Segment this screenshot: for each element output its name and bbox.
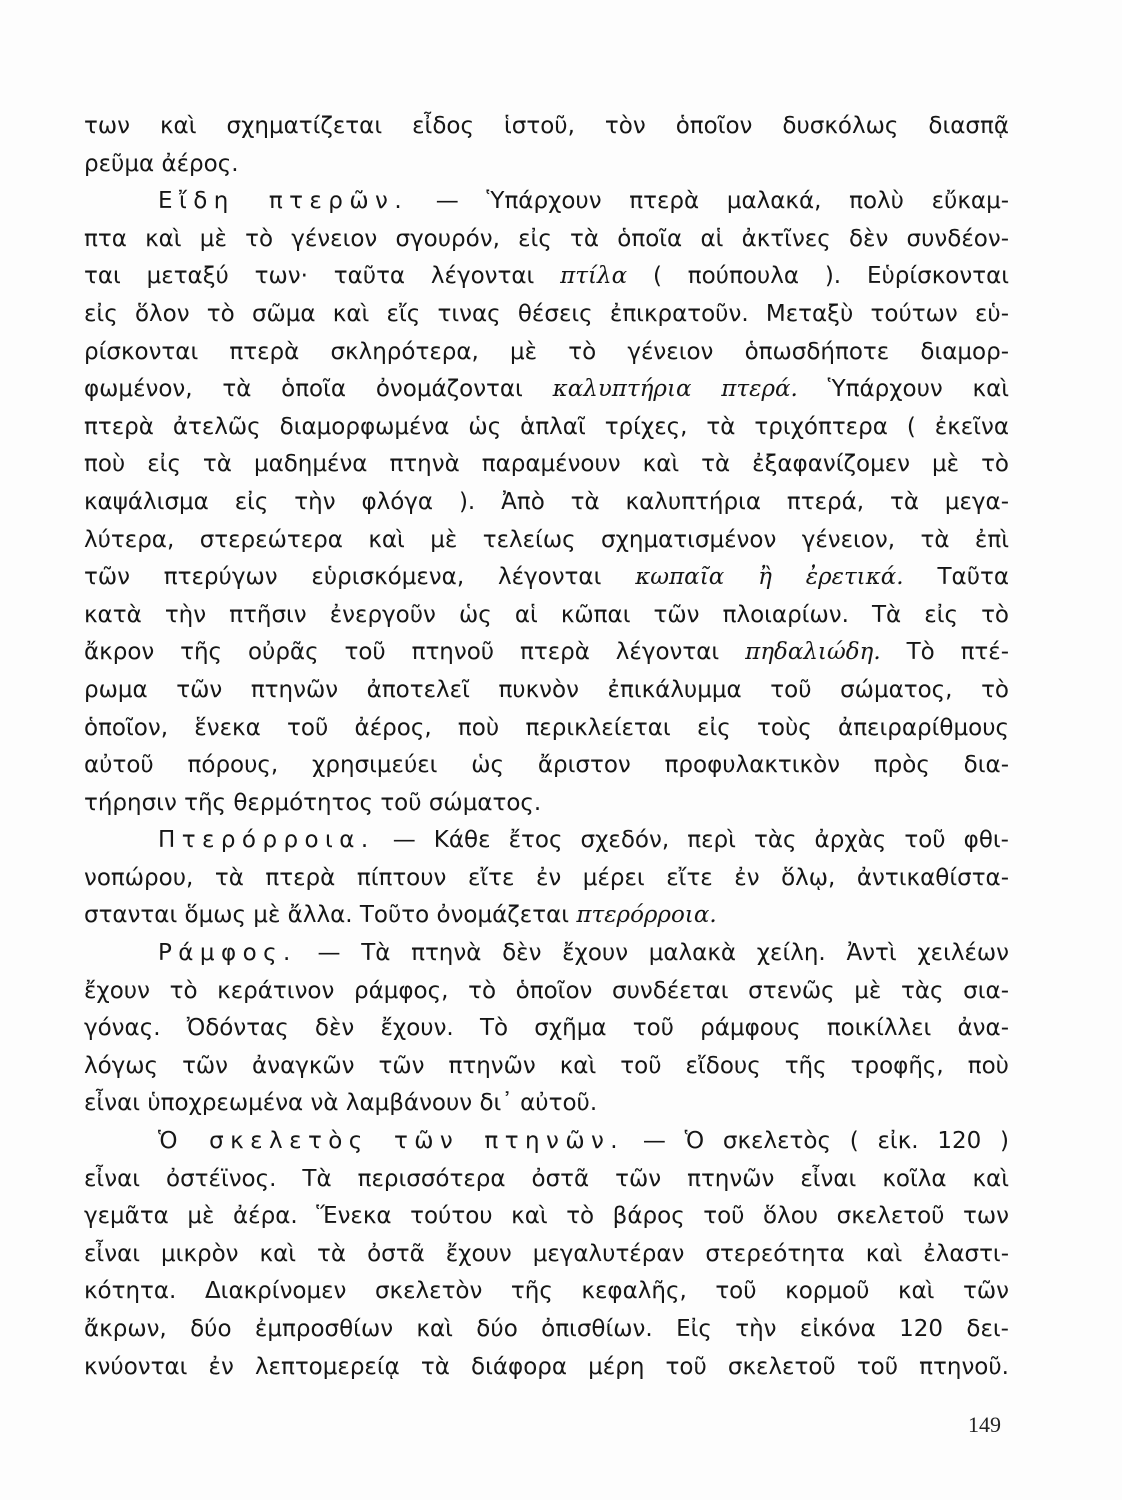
line-text: αὐτοῦ πόρους, χρησιμεύει ὡς ἄριστον προφυλακτικὸν πρὸς δια- [84, 752, 1009, 779]
line-text: ποὺ εἰς τὰ μαδημένα πτηνὰ παραμένουν καὶ τὰ ἐξαφανίζομεν μὲ τὸ [84, 451, 1009, 478]
text-line [84, 1010, 1009, 1048]
line-text: ρίσκονται πτερὰ σκληρότερα, μὲ τὸ γένειον ὁπωσδήποτε διαμορ- [84, 338, 1009, 365]
text-line [84, 1273, 1009, 1311]
line-text-tail: Τὸ πτέ- [906, 639, 1009, 666]
line-text: πτερὰ ἀτελῶς διαμορφωμένα ὡς ἁπλαῖ τρίχες, τὰ τριχόπτερα ( ἐκεῖνα [84, 413, 1009, 440]
text-line [84, 1349, 1009, 1387]
line-text-tail: Ταῦτα [937, 564, 1009, 591]
text-line [84, 371, 1009, 409]
italic-term: καλυπτήρια πτερά. [552, 376, 798, 403]
text-line [84, 108, 1009, 146]
text-line [84, 672, 1009, 710]
line-text: ἄκρον τῆς οὐρᾶς τοῦ πτηνοῦ πτερὰ λέγονται [84, 639, 720, 666]
line-text: καψάλισμα εἰς τὴν φλόγα ). Ἀπὸ τὰ καλυπτήρια πτερά, τὰ μεγα- [84, 488, 1009, 515]
text-line [84, 183, 1009, 221]
line-text: — Κάθε ἔτος σχεδόν, περὶ τὰς ἀρχὰς τοῦ φθι- [374, 827, 1009, 854]
text-line [84, 221, 1009, 259]
text-line [84, 334, 1009, 372]
line-text: εἶναι ὑποχρεωμένα νὰ λαμβάνουν δι᾽ αὐτοῦ. [84, 1090, 598, 1117]
line-text: εἰς ὅλον τὸ σῶμα καὶ εἴς τινας θέσεις ἐπικρατοῦν. Μεταξὺ τούτων εὑ- [84, 300, 1009, 327]
line-text: λύτερα, στερεώτερα καὶ μὲ τελείως σχηματισμένον γένειον, τὰ ἐπὶ [84, 526, 1009, 553]
text-line [84, 522, 1009, 560]
text-line [84, 897, 1009, 935]
text-line [84, 597, 1009, 635]
text-line [84, 1311, 1009, 1349]
text-line [84, 1161, 1009, 1199]
line-text: στανται ὅμως μὲ ἄλλα. Τοῦτο ὀνομάζεται [84, 902, 570, 929]
line-text: νοπώρου, τὰ πτερὰ πίπτουν εἴτε ἐν μέρει εἴτε ἐν ὅλῳ, ἀντικαθίστα- [84, 864, 1009, 891]
line-text-tail: Ὑπάρχουν καὶ [827, 376, 1009, 403]
italic-term: πτίλα [560, 263, 628, 290]
section-heading: Εἴδη πτερῶν. [158, 188, 409, 215]
line-text: ὁποῖον, ἕνεκα τοῦ ἀέρος, ποὺ περικλείεται εἰς τοὺς ἀπειραρίθμους [84, 714, 1009, 741]
text-line [84, 1123, 1009, 1161]
text-line [84, 409, 1009, 447]
line-text: των καὶ σχηματίζεται εἶδος ἱστοῦ, τὸν ὁποῖον δυσκόλως διασπᾷ [84, 113, 1009, 139]
line-text: — Τὰ πτηνὰ δὲν ἔχουν μαλακὰ χείλη. Ἀντὶ χειλέων [296, 940, 1009, 967]
line-text: ται μεταξύ των· ταῦτα λέγονται [84, 263, 535, 290]
text-line [84, 973, 1009, 1011]
text-line [84, 822, 1009, 860]
body-text [84, 108, 1009, 1386]
line-text: κνύονται ἐν λεπτομερείᾳ τὰ διάφορα μέρη τοῦ σκελετοῦ τοῦ πτηνοῦ. [84, 1353, 1009, 1380]
line-text: ρεῦμα ἀέρος. [84, 150, 239, 177]
line-text: ρωμα τῶν πτηνῶν ἀποτελεῖ πυκνὸν ἐπικάλυμμα τοῦ σώματος, τὸ [84, 676, 1009, 703]
line-text: τῶν πτερύγων εὑρισκόμενα, λέγονται [84, 564, 602, 591]
section-heading: Ὁ σκελετὸς τῶν πτηνῶν. [158, 1128, 625, 1155]
text-line [84, 296, 1009, 334]
text-line [84, 1085, 1009, 1123]
line-text-tail: ( πούπουλα ). Εὑρίσκονται [652, 263, 1009, 290]
italic-term: κωπαῖα ἢ ἐρετικά. [635, 564, 904, 591]
line-text: γεμᾶτα μὲ ἀέρα. Ἕνεκα τούτου καὶ τὸ βάρος τοῦ ὅλου σκελετοῦ των [84, 1203, 1009, 1230]
line-text: — Ὑπάρχουν πτερὰ μαλακά, πολὺ εὔκαμ- [408, 188, 1009, 215]
line-text: ἔχουν τὸ κεράτινον ράμφος, τὸ ὁποῖον συνδέεται στενῶς μὲ τὰς σια- [84, 977, 1009, 1004]
page-number: 149 [968, 1412, 1001, 1437]
text-line [84, 258, 1009, 296]
italic-term: πηδαλιώδη. [745, 639, 881, 666]
line-text: εἶναι μικρὸν καὶ τὰ ὀστᾶ ἔχουν μεγαλυτέραν στερεότητα καὶ ἐλαστι- [84, 1240, 1009, 1267]
section-heading: Ράμφος. [158, 940, 297, 967]
line-text: ἄκρων, δύο ἐμπροσθίων καὶ δύο ὀπισθίων. Εἰς τὴν εἰκόνα 120 δει- [84, 1316, 1009, 1342]
line-text: — Ὁ σκελετὸς ( εἰκ. 120 ) [624, 1128, 1009, 1155]
line-text: πτα καὶ μὲ τὸ γένειον σγουρόν, εἰς τὰ ὁποῖα αἱ ἀκτῖνες δὲν συνδέον- [84, 225, 1009, 252]
text-line [84, 1048, 1009, 1086]
text-line [84, 559, 1009, 597]
text-line [84, 747, 1009, 785]
text-line [84, 935, 1009, 973]
text-line [84, 446, 1009, 484]
text-line [84, 860, 1009, 898]
text-line [84, 710, 1009, 748]
text-line [84, 1236, 1009, 1274]
text-line [84, 634, 1009, 672]
line-text: κότητα. Διακρίνομεν σκελετὸν τῆς κεφαλῆς, τοῦ κορμοῦ καὶ τῶν [84, 1278, 1009, 1305]
text-line [84, 1198, 1009, 1236]
line-text: τήρησιν τῆς θερμότητος τοῦ σώματος. [84, 789, 542, 816]
section-heading: Πτερόρροια. [158, 827, 375, 854]
line-text: γόνας. Ὀδόντας δὲν ἔχουν. Τὸ σχῆμα τοῦ ράμφους ποικίλλει ἀνα- [84, 1015, 1009, 1042]
text-line [84, 484, 1009, 522]
line-text: λόγως τῶν ἀναγκῶν τῶν πτηνῶν καὶ τοῦ εἴδους τῆς τροφῆς, ποὺ [84, 1052, 1009, 1079]
line-text: φωμένον, τὰ ὁποῖα ὀνομάζονται [84, 376, 523, 403]
text-line [84, 785, 1009, 823]
italic-term: πτερόρροια. [576, 902, 717, 929]
line-text: κατὰ τὴν πτῆσιν ἐνεργοῦν ὡς αἱ κῶπαι τῶν πλοιαρίων. Τὰ εἰς τὸ [84, 601, 1009, 628]
text-line [84, 146, 1009, 184]
line-text: εἶναι ὀστέϊνος. Τὰ περισσότερα ὀστᾶ τῶν πτηνῶν εἶναι κοῖλα καὶ [84, 1165, 1009, 1192]
